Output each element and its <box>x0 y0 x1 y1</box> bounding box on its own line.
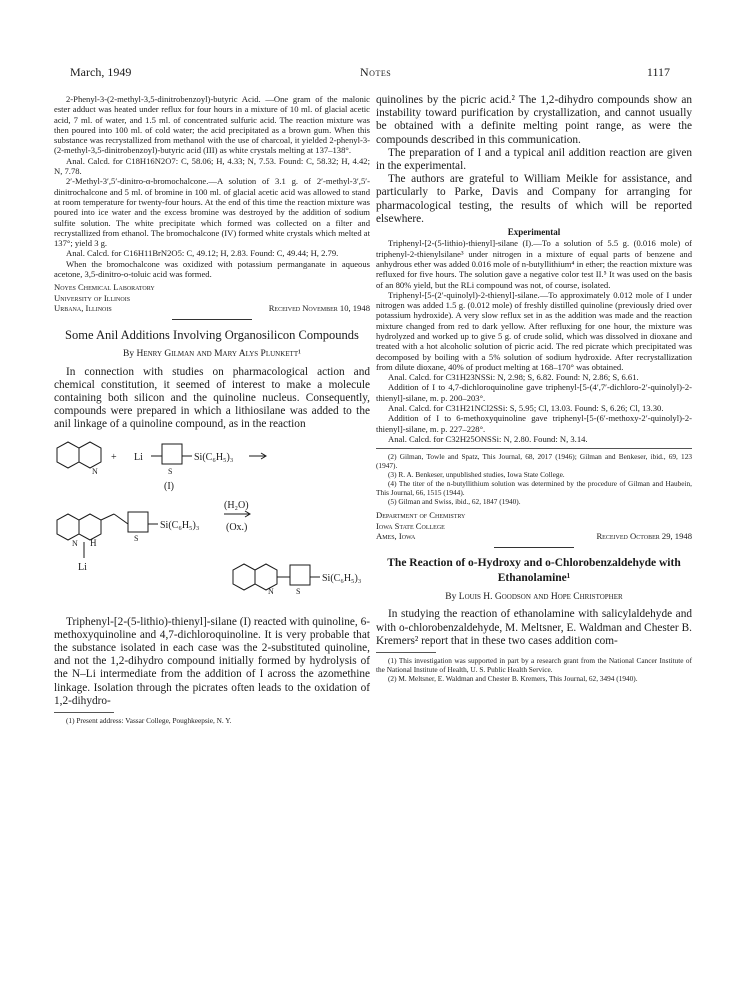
paragraph: Addition of I to 4,7-dichloroquinoline gave triphenyl-[5-(4′,7′-dichloro-2′-quinolyl)-2-thienyl]-silane, m. p. 200–203°. <box>376 382 692 403</box>
footnote: (5) Gilman and Swiss, ibid., 62, 1847 (1940). <box>388 497 521 507</box>
hydrolysis-label: (H₂O) <box>224 499 249 511</box>
address-line: Ames, Iowa <box>376 530 416 541</box>
intro-paragraph: In connection with studies on pharmacological action and chemical constitution, it seemed of interest to make a molecule containing both silicon and the quinoline nucleus. Consequently, compounds were prepared in which a lithiosilane was added to the anil linkage of a quinoline compound, as in the reaction <box>54 365 370 431</box>
paragraph: Addition of I to 6-methoxyquinoline gave triphenyl-[5-(6′-methoxy-2′-quinolyl)-2-thienyl]-silane, m. p. 227–228°. <box>376 413 692 434</box>
footnote: (1) This investigation was supported in part by a research grant from the National Cancer Institute of the National Institute of Health, U. S. Public Health Service. <box>376 656 692 675</box>
analysis-paragraph: Anal. Calcd. for C16H11BrN2O5: C, 49.12; H, 2.83. Found: C, 49.44; H, 2.79. <box>66 248 339 259</box>
intro-paragraph: In studying the reaction of ethanolamine with salicylaldehyde and with o-chlorobenzaldehyde, M. Meltsner, E. Waldman and Chester B. Kremers² report that in these two cases addition com- <box>376 608 692 647</box>
paragraph: Triphenyl-[2-(5-lithio)-thienyl]-silane (I).—To a solution of 5.5 g. (0.016 mole) of triphenyl-2-thienylsilane³ under nitrogen in a mixture of equal parts of benzene and anhydrous ether was added 0.016 mole of n-butyllithium⁴ in ether; the reaction mixture was refluxed for five hours. The solution gave a negative color test II.⁵ It was used on the basis of an 80% yield, but the RLi compound was not, of course, isolated. <box>376 238 692 290</box>
sulfur-label: S <box>296 586 301 596</box>
paragraph: quinolines by the picric acid.² The 1,2-dihydro compounds show an instability toward purification by crystallization, and cannot usually be obtained with a definite melting point range, as were the compounds described in this communication. <box>376 94 692 146</box>
quinoline-ring-benzo <box>57 442 79 468</box>
thiophene-ring <box>128 512 148 532</box>
thiophene-ring <box>162 444 182 464</box>
silyl-group: Si(C₆H₅)₃ <box>194 451 234 463</box>
footnote-rule <box>376 652 436 653</box>
address-row <box>376 531 692 541</box>
section-heading: Experimental <box>507 227 561 238</box>
address-line: Noyes Chemical Laboratory <box>54 282 155 293</box>
compound-label: (I) <box>164 480 174 492</box>
quinoline-ring-benzo <box>57 514 79 540</box>
address-block <box>54 282 370 313</box>
paragraph: When the bromochalcone was oxidized with potassium permanganate in aqueous acetone, 3,5-dinitro-o-toluic acid was formed. <box>54 258 370 280</box>
nitrogen-label: N <box>268 586 274 596</box>
page-number: 1117 <box>646 65 670 79</box>
paragraph: The authors are grateful to William Meikle for assistance, and particularly to Parke, Davis and Company for arranging for pharmacological testing, the results of which will be reported elsewhere. <box>376 173 692 225</box>
byline <box>54 349 370 359</box>
analysis-paragraph: Anal. Calcd. for C31H23NSSi: N, 2.98; S, 6.82. Found: N, 2.86; S, 6.61. <box>388 372 639 383</box>
byline-by: By <box>445 592 457 603</box>
paragraph: Triphenyl-[5-(2′-quinolyl)-2-thienyl]-silane.—To approximately 0.012 mole of I under nitrogen was added 1.5 g. (0.012 mole) of freshly distilled quinoline (previously dried over potassium hydroxide). A very slow reflux set in as the addition was made and the reaction mixture changed from red to dark yellow. After refluxing for one hour, the mixture was hydrolyzed and worked up to give 5 g. of crude solid, which was dissolved in dioxane and treated with a hot alcoholic solution of picric acid. The red picrate which precipitated was decomposed by boiling with a 5% solution of sodium hydroxide. After recrystallization from dilute dioxane, 40% of product melting at 168–170° was obtained. <box>376 289 692 372</box>
oxidation-label: (Ox.) <box>226 521 248 533</box>
address-line: Department of Chemistry <box>376 510 466 521</box>
article-title: The Reaction of o-Hydroxy and o-Chlorobenzaldehyde with Ethanolamine¹ <box>387 557 681 585</box>
footnote: (2) Gilman, Towle and Spatz, This Journal, 68, 2017 (1946); Gilman and Benkeser, ibid., 69, 123 (1947). <box>376 452 692 471</box>
footnote-rule <box>54 712 114 713</box>
analysis-paragraph: Anal. Calcd. for C31H21NCl2SSi: S, 5.95; Cl, 13.03. Found: S, 6.26; Cl, 13.30. <box>388 403 664 414</box>
silyl-group: Si(C₆H₅)₃ <box>322 572 362 584</box>
byline-by: By <box>123 349 135 360</box>
address-line: Urbana, Illinois <box>54 302 112 313</box>
quinoline-ring-pyridine <box>79 442 101 468</box>
paragraph: Triphenyl-[2-(5-lithio)-thienyl]-silane (I) reacted with quinoline, 6-methoxyquinoline and 4,7-dichloroquinoline. It is very probable that the substance isolated in each case was the 2-substituted quinoline, and not the 1,2-dihydro compound initially formed by hydrolysis of the N–Li intermediate from the addition of I across the azomethine linkage. Isolation through the picrates often leads to the oxidation of 1,2-dihydro- <box>54 615 370 707</box>
footnote: (3) R. A. Benkeser, unpublished studies, Iowa State College. <box>388 470 565 480</box>
byline-authors: Louis H. Goodson and Hope Christopher <box>458 592 623 603</box>
address-row <box>54 303 370 313</box>
analysis-paragraph: Anal. Calcd. for C18H16N2O7: C, 58.06; H, 4.33; N, 7.53. Found: C, 58.32; H, 4.42; N, 7.78. <box>54 155 370 177</box>
lithium-label: Li <box>78 561 87 573</box>
footnote: (2) M. Meltsner, E. Waldman and Chester B. Kremers, This Journal, 62, 3494 (1940). <box>388 674 638 684</box>
byline-authors: Henry Gilman and Mary Alys Plunkett¹ <box>136 349 301 360</box>
analysis-paragraph: Anal. Calcd. for C32H25ONSSi: N, 2.80. Found: N, 3.14. <box>388 433 588 444</box>
received-date: Received October 29, 1948 <box>596 530 692 541</box>
address-block <box>376 510 692 541</box>
footnote: (1) Present address: Vassar College, Poughkeepsie, N. Y. <box>66 715 232 725</box>
lithium-label: Li <box>134 451 143 463</box>
reaction-scheme <box>54 434 370 612</box>
address-line: University of Illinois <box>54 292 131 303</box>
paragraph: 2-Phenyl-3-(2-methyl-3,5-dinitrobenzoyl)-butyric Acid. —One gram of the malonic ester adduct was heated under reflux for four hours in a mixture of 10 ml. of glacial acetic acid, 7 ml. of water, and 1.5 ml. of concentrated sulfuric acid. The reaction mixture was then poured into 100 ml. of cold water; the acid precipitated as a brown gum. When this substance was recrystallized from methanol with the use of charcoal, it yielded 2-phenyl-3-(2-methyl-3,5-dinitrobenzoyl)-butyric acid (III) as white crystals melting at 137–138°. <box>54 94 370 156</box>
article-title: Some Anil Additions Involving Organosilicon Compounds <box>65 328 359 343</box>
section-name: Notes <box>360 65 392 79</box>
sulfur-label: S <box>168 466 173 476</box>
byline <box>376 592 692 602</box>
nitrogen-label: N <box>92 466 98 476</box>
nitrogen-label: N <box>72 538 78 548</box>
footnote-rule <box>376 448 692 449</box>
divider <box>172 319 252 320</box>
quinoline-ring-benzo <box>233 564 255 590</box>
sulfur-label: S <box>134 533 139 543</box>
address-line: Iowa State College <box>376 520 445 531</box>
received-date: Received November 10, 1948 <box>268 302 370 313</box>
page-header <box>70 65 670 81</box>
quinoline-ring-pyridine <box>79 514 101 540</box>
right-column <box>376 94 692 683</box>
running-date: March, 1949 <box>70 65 132 79</box>
footnote: (4) The titer of the n-butyllithium solution was determined by the procedure of Gilman and Haubein, This Journal, 66, 1515 (1944). <box>376 479 692 498</box>
silyl-group: Si(C₆H₅)₃ <box>160 519 200 531</box>
divider <box>494 547 574 548</box>
plus-sign: + <box>111 451 117 463</box>
paragraph: The preparation of I and a typical anil addition reaction are given in the experimental. <box>376 146 692 173</box>
left-column <box>54 94 370 725</box>
hydrogen-label: H <box>90 537 97 548</box>
paragraph: 2′-Methyl-3′,5′-dinitro-α-bromochalcone.—A solution of 3.1 g. of 2′-methyl-3′,5′-dinitrochalcone and 5 ml. of bromine in 100 ml. of glacial acetic acid was allowed to stand at room temperature for twenty-four hours. At the end of this time the reaction mixture was poured into ice water and the excess bromine was destroyed by the addition of sodium sulfite solution. The white precipitate which formed was collected on a filter and recrystallized from ethanol. The bromochalcone (IV) formed white crystals which melted at 137°; yield 3 g. <box>54 176 370 249</box>
thiophene-ring <box>290 565 310 585</box>
